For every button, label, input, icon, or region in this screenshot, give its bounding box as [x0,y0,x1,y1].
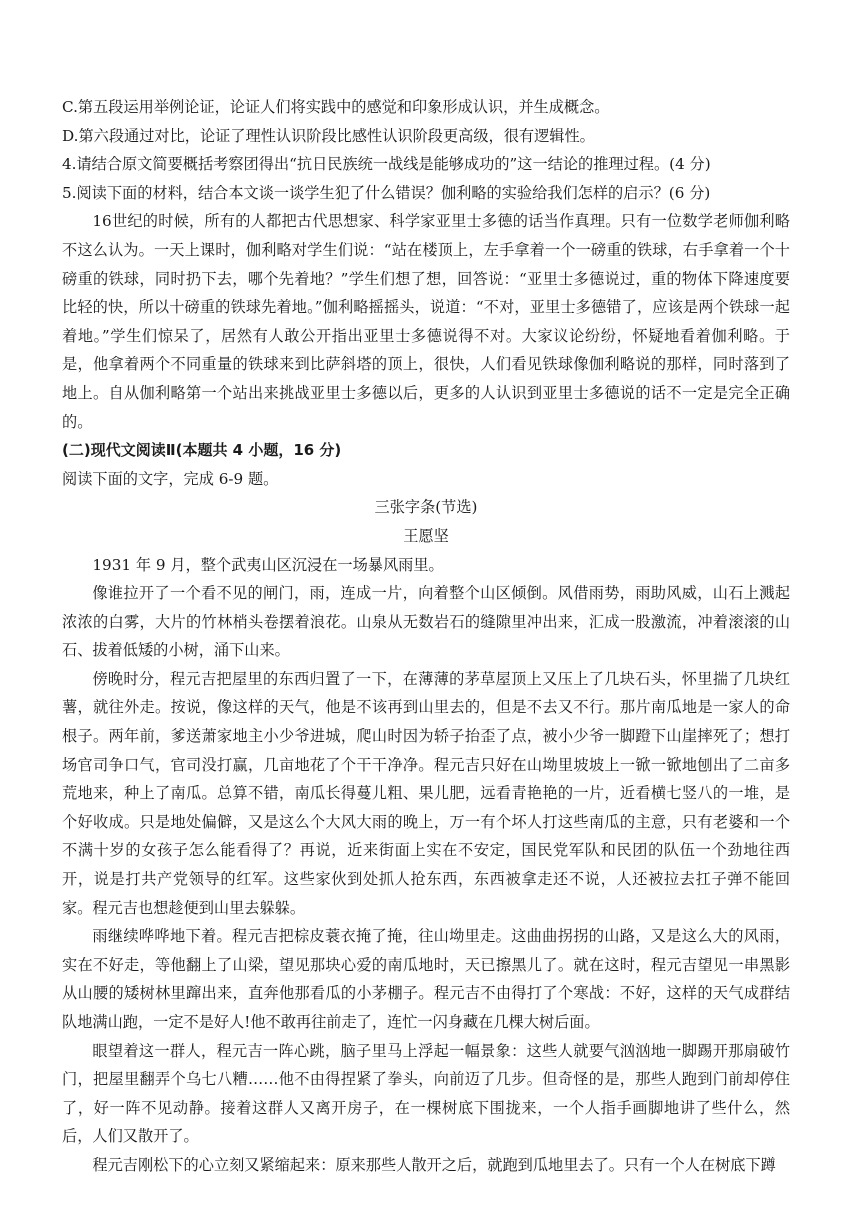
story-paragraph-1: 1931 年 9 月，整个武夷山区沉浸在一场暴风雨里。 [92,555,444,574]
question-4: 4.请结合原文简要概括考察团得出“抗日民族统一战线是能够成功的”这一结论的推理过程。(4 分) [62,155,711,174]
option-c: C.第五段运用举例论证，论证人们将实践中的感觉和印象形成认识，并生成概念。 [62,98,610,116]
section-heading: (二)现代文阅读Ⅱ(本题共 4 小题，16 分) [62,441,342,460]
story-paragraph-2: 像谁拉开了一个看不见的闸门，雨，连成一片，向着整个山区倾倒。风借雨势，雨助风威，山石上溅起浓浓的白雾，大片的竹林梢头卷摆着浪花。山泉从无数岩石的缝隙里冲出来，汇成一股激流，冲着滚滚的山石、拔着低矮的小树，涌下山来。 [62,584,790,660]
story-paragraph-4: 雨继续哗哗地下着。程元吉把棕皮蓑衣掩了掩，往山坳里走。这曲曲拐拐的山路，又是这么大的风雨，实在不好走，等他翻上了山梁，望见那块心爱的南瓜地时，天已擦黑儿了。就在这时，程元吉望见一串黑影从山腰的矮树林里蹿出来，直奔他那看瓜的小茅棚子。程元吉不由得打了个寒战：不好，这样的天气成群结队地满山跑，一定不是好人!他不敢再往前走了，连忙一闪身藏在几棵大树后面。 [62,927,790,1031]
question-5: 5.阅读下面的材料，结合本文谈一谈学生犯了什么错误？伽利略的实验给我们怎样的启示？(6 分) [62,183,711,202]
story-paragraph-3: 傍晚时分，程元吉把屋里的东西归置了一下，在薄薄的茅草屋顶上又压上了几块石头，怀里揣了几块红薯，就往外走。按说，像这样的天气，他是不该再到山里去的，但是不去又不行。那片南瓜地是一家人的命根子。两年前，爹送萧家地主小少爷进城，爬山时因为轿子抬歪了点，被小少爷一脚蹬下山崖摔死了；想打场官司争口气，官司没打赢，几亩地花了个干干净净。程元吉只好在山坳里坡坡上一锨一锨地刨出了二亩多荒地来，种上了南瓜。总算不错，南瓜长得蔓儿粗、果儿肥，远看青艳艳的一片，近看横七竖八的一堆，是个好收成。只是地处偏僻，又是这么个大风大雨的晚上，万一有个坏人打这些南瓜的主意，只有老婆和一个不满十岁的女孩子怎么能看得了？再说，近来街面上实在不安定，国民党军队和民团的队伍一个劲地往西开，说是打共产党领导的红军。这些家伙到处抓人抢东西，东西被拿走还不说，人还被拉去扛子弹不能回家。程元吉也想趁便到山里去躲躲。 [62,669,790,917]
article-author: 王愿坚 [403,526,449,545]
story-paragraph-6: 程元吉刚松下的心立刻又紧缩起来：原来那些人散开之后，就跑到瓜地里去了。只有一个人在树底下蹲 [92,1155,776,1174]
material-paragraph: 16世纪的时候，所有的人都把古代思想家、科学家亚里士多德的话当作真理。只有一位数学老师伽利略不这么认为。一天上课时，伽利略对学生们说：“站在楼顶上，左手拿着一个一磅重的铁球，右手拿着一个十磅重的铁球，同时扔下去，哪个先着地？”学生们想了想，回答说：“亚里士多德说过，重的物体下降速度要比轻的快，所以十磅重的铁球先着地。”伽利略摇摇头，说道：“不对，亚里士多德错了，应该是两个铁球一起着地。”学生们惊呆了，居然有人敢公开指出亚里士多德说得不对。大家议论纷纷，怀疑地看着伽利略。于是，他拿着两个不同重量的铁球来到比萨斜塔的顶上，很快，人们看见铁球像伽利略说的那样，同时落到了地上。自从伽利略第一个站出来挑战亚里士多德以后，更多的人认识到亚里士多德说的话不一定是完全正确的。 [62,212,790,431]
option-d: D.第六段通过对比，论证了理性认识阶段比感性认识阶段更高级，很有逻辑性。 [62,126,595,145]
article-title: 三张字条(节选) [374,498,478,517]
section-instruction: 阅读下面的文字，完成 6-9 题。 [62,469,279,488]
story-paragraph-5: 眼望着这一群人，程元吉一阵心跳，脑子里马上浮起一幅景象：这些人就要气汹汹地一脚踢开那扇破竹门，把屋里翻弄个乌七八糟……他不由得捏紧了拳头，向前迈了几步。但奇怪的是，那些人跑到门前却停住了，好一阵不见动静。接着这群人又离开房子，在一棵树底下围拢来，一个人指手画脚地讲了些什么，然后，人们又散开了。 [62,1041,790,1146]
